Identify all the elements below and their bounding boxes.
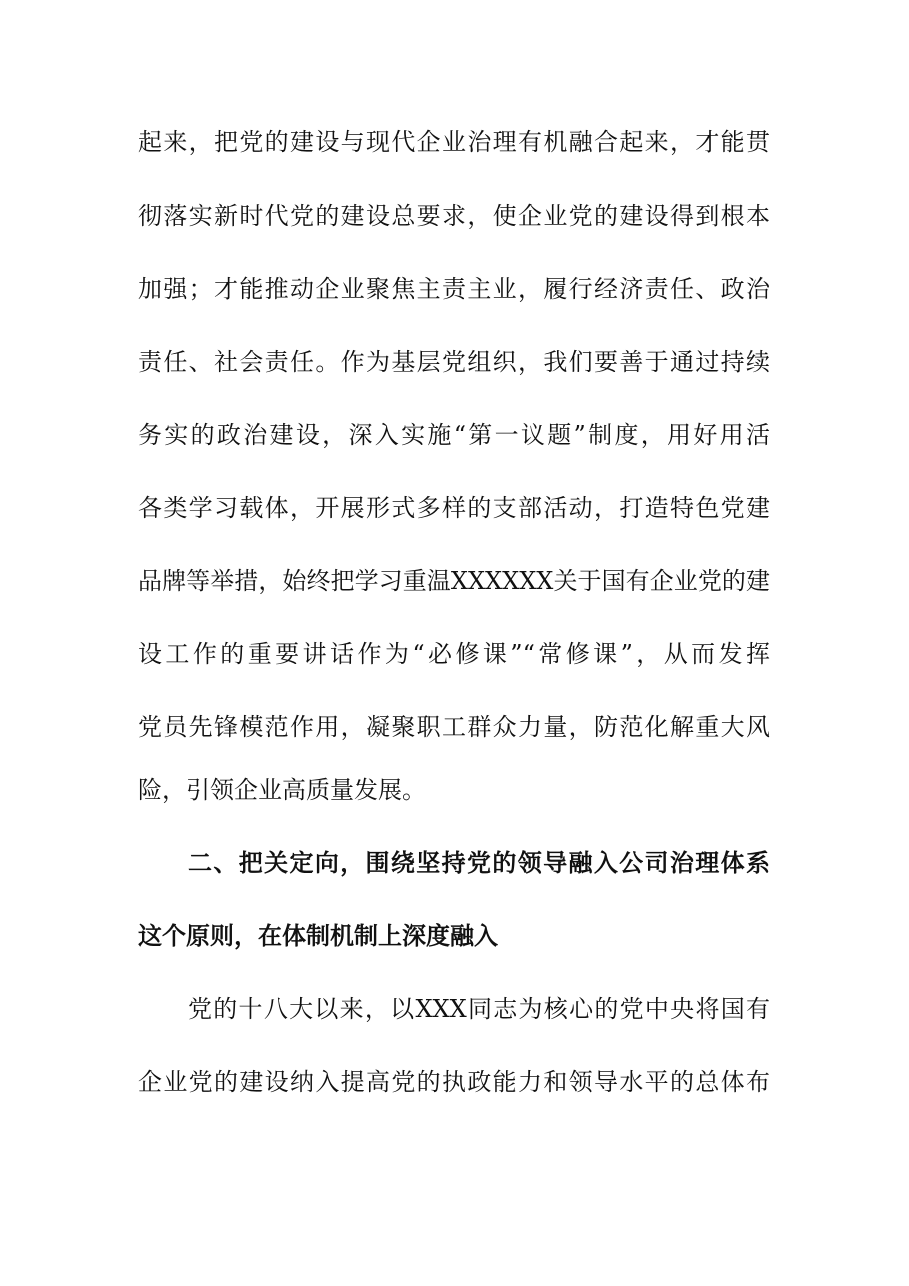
section-heading-line: 这个原则，在体制机制上深度融入 <box>138 922 498 950</box>
body-text-line: 各类学习载体，开展形式多样的支部活动，打造特色党建 <box>138 494 770 522</box>
body-text-line: 设工作的重要讲话作为“必修课”“常修课”，从而发挥 <box>138 640 770 668</box>
body-text-line: 党的十八大以来，以XXX同志为核心的党中央将国有 <box>188 995 770 1023</box>
body-text-line: 加强；才能推动企业聚焦主责主业，履行经济责任、政治 <box>138 275 770 303</box>
body-text-line: 责任、社会责任。作为基层党组织，我们要善于通过持续 <box>138 348 770 376</box>
body-text-line: 起来，把党的建设与现代企业治理有机融合起来，才能贯 <box>138 128 770 156</box>
body-text-line: 务实的政治建设，深入实施“第一议题”制度，用好用活 <box>138 421 770 449</box>
body-text-line: 品牌等举措，始终把学习重温XXXXXX关于国有企业党的建 <box>138 567 770 595</box>
body-text-line: 企业党的建设纳入提高党的执政能力和领导水平的总体布 <box>138 1068 770 1096</box>
body-text-line: 险，引领企业高质量发展。 <box>138 776 426 804</box>
body-text-line: 彻落实新时代党的建设总要求，使企业党的建设得到根本 <box>138 202 770 230</box>
body-text-line: 党员先锋模范作用，凝聚职工群众力量，防范化解重大风 <box>138 713 770 741</box>
section-heading-line: 二、把关定向，围绕坚持党的领导融入公司治理体系 <box>188 849 770 877</box>
